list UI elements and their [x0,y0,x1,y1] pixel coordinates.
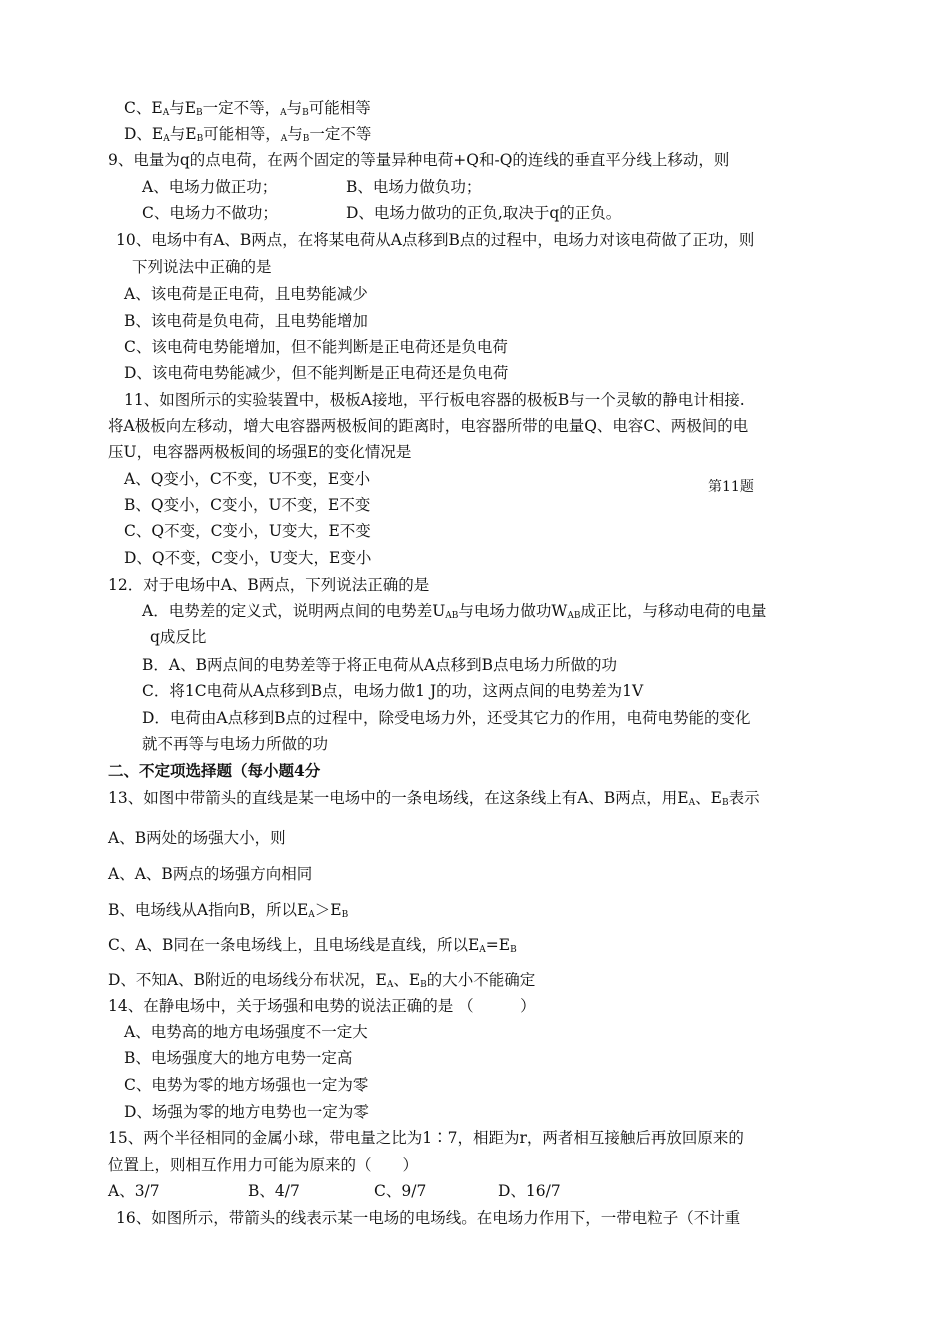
q11-stem-cont2: 压U，电容器两极板间的场强E的变化情况是 [108,443,412,461]
q9-stem: 9、电量为q的点电荷，在两个固定的等量异种电荷+Q和-Q的连线的垂直平分线上移动，则 [108,151,730,169]
q10-option-a: A、该电荷是正电荷，且电势能减少 [124,285,368,303]
q12-option-d-cont: 就不再等与电场力所做的功 [142,735,329,753]
q15-option-b: B、4/7 [248,1182,300,1200]
q11-option-d: D、Q不变，C变小，U变大，E变小 [124,549,372,567]
q15-option-a: A、3/7 [108,1182,160,1200]
q12-option-a-cont: q成反比 [150,628,207,646]
q11-stem: 11、如图所示的实验装置中，极板A接地，平行板电容器的极板B与一个灵敏的静电计相接. [124,391,745,409]
q10-option-b: B、该电荷是负电荷，且电势能增加 [124,312,368,330]
q15-stem: 15、两个半径相同的金属小球，带电量之比为1∶7，相距为r，两者相互接触后再放回原来的 [108,1129,744,1147]
section-heading: 二、不定项选择题（每小题4分 [108,761,321,780]
q10-stem: 10、电场中有A、B两点，在将某电荷从A点移到B点的过程中，电场力对该电荷做了正功，则 [116,231,755,249]
q14-stem: 14、在静电场中，关于场强和电势的说法正确的是 （ ） [108,997,536,1015]
q15-stem-cont: 位置上，则相互作用力可能为原来的（ ） [108,1156,419,1174]
q13-stem-cont: A、B两处的场强大小，则 [108,829,286,847]
q13-option-a: A、A、B两点的场强方向相同 [108,865,313,883]
q9-option-b: B、电场力做负功； [346,178,482,196]
q9-option-a: A、电场力做正功； [142,178,278,196]
q8-option-c: C、$E_A$与$E_B$一定不等，$_A$与$_B$可能相等 [124,99,371,118]
q12-option-a: A．电势差的定义式，说明两点间的电势差$U_{AB}$与电场力做功$W_{AB}$成正比，与移动电荷的电量 [142,602,767,621]
q15-option-d: D、16/7 [498,1182,561,1200]
q13-stem: 13、如图中带箭头的直线是某一电场中的一条电场线，在这条线上有A、B两点，用$E_A$、$E_B$表示 [108,789,760,808]
q10-option-c: C、该电荷电势能增加，但不能判断是正电荷还是负电荷 [124,338,508,356]
q11-option-c: C、Q不变，C变小，U变大，E不变 [124,522,371,540]
q13-option-d: D、不知A、B附近的电场线分布状况，$E_A$、$E_B$的大小不能确定 [108,971,536,990]
q14-option-c: C、电势为零的地方场强也一定为零 [124,1076,369,1094]
q10-option-d: D、该电荷电势能减少，但不能判断是正电荷还是负电荷 [124,364,509,382]
q12-option-b: B．A、B两点间的电势差等于将正电荷从A点移到B点电场力所做的功 [142,656,618,674]
q13-option-c: C、A、B同在一条电场线上，且电场线是直线，所以$E_A=E_B$ [108,936,517,955]
q14-option-d: D、场强为零的地方电势也一定为零 [124,1103,369,1121]
q8-option-d: D、$E_A$与$E_B$可能相等，$_A$与$_B$一定不等 [124,125,372,144]
q14-option-a: A、电势高的地方电场强度不一定大 [124,1023,368,1041]
q9-option-d: D、电场力做功的正负,取决于q的正负。 [346,204,622,222]
q12-option-d: D．电荷由A点移到B点的过程中，除受电场力外，还受其它力的作用，电荷电势能的变化 [142,709,751,727]
q12-stem: 12．对于电场中A、B两点，下列说法正确的是 [108,576,430,594]
q16-stem: 16、如图所示，带箭头的线表示某一电场的电场线。在电场力作用下，一带电粒子（不计重 [116,1209,741,1227]
q15-option-c: C、9/7 [374,1182,427,1200]
q9-option-c: C、电场力不做功； [142,204,278,222]
q11-option-a: A、Q变小，C不变，U不变，E变小 [124,470,371,488]
q11-figure-caption: 第11题 [708,479,754,495]
q10-stem-cont: 下列说法中正确的是 [132,258,272,276]
q13-option-b: B、电场线从A指向B，所以$E_A>E_B$ [108,901,349,920]
q12-option-c: C．将1C电荷从A点移到B点，电场力做1 J的功，这两点间的电势差为1V [142,682,644,700]
q11-option-b: B、Q变小，C变小，U不变，E不变 [124,496,371,514]
q11-stem-cont1: 将A极板向左移动，增大电容器两极板间的距离时，电容器所带的电量Q、电容C、两极间的电 [108,417,749,435]
q14-option-b: B、电场强度大的地方电势一定高 [124,1049,353,1067]
